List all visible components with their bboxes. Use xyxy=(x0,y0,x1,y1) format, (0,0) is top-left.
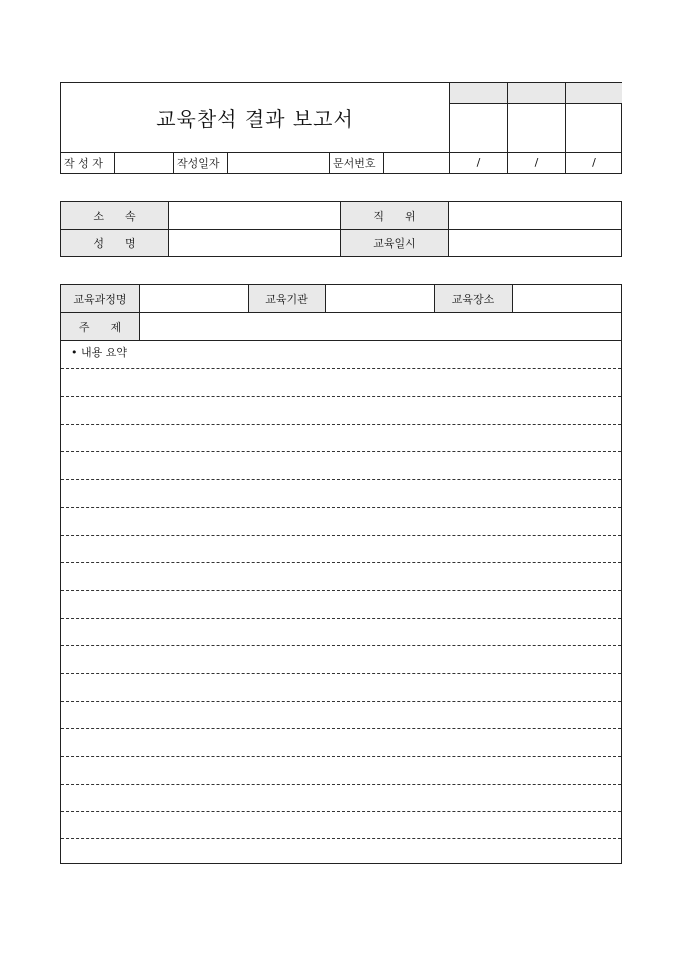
affiliation-field[interactable] xyxy=(169,202,340,229)
edu-datetime-label: 교육일시 xyxy=(373,237,416,250)
education-detail-table xyxy=(60,284,622,864)
edu-datetime-field[interactable] xyxy=(449,230,621,256)
approval-head-divider xyxy=(450,103,622,104)
approval-date-2[interactable]: / xyxy=(534,156,539,169)
author-value-field[interactable] xyxy=(117,152,173,173)
institution-label: 교육기관 xyxy=(265,292,308,306)
row-divider xyxy=(329,152,330,173)
date-label: 작성일자 xyxy=(177,156,220,170)
name-label: 성 명 xyxy=(93,237,136,250)
author-label: 작 성 자 xyxy=(64,156,103,170)
row-divider xyxy=(383,152,384,173)
personal-info-table xyxy=(60,201,622,257)
name-field[interactable] xyxy=(169,230,340,256)
approval-head-cell-3 xyxy=(566,83,622,103)
row-divider xyxy=(173,152,174,173)
row-divider xyxy=(114,152,115,173)
report-title: 교육참석 결과 보고서 xyxy=(156,107,354,131)
approval-date-3[interactable]: / xyxy=(592,156,596,169)
summary-content-area[interactable] xyxy=(61,341,621,863)
course-field[interactable] xyxy=(140,285,248,312)
docno-label: 문서번호 xyxy=(333,156,376,170)
affiliation-label: 소 속 xyxy=(93,209,136,223)
approval-date-1[interactable]: / xyxy=(476,156,481,169)
approval-head-cell-2 xyxy=(508,83,565,103)
position-label: 직 위 xyxy=(373,209,416,223)
institution-field[interactable] xyxy=(326,285,434,312)
row-divider xyxy=(227,152,228,173)
report-header-table xyxy=(60,82,622,174)
location-field[interactable] xyxy=(513,285,621,312)
position-field[interactable] xyxy=(449,202,621,229)
approval-head-cell-1 xyxy=(450,83,507,103)
date-value-field[interactable] xyxy=(230,152,329,173)
summary-label: • 내용 요약 xyxy=(71,346,127,359)
docno-value-field[interactable] xyxy=(386,152,449,173)
subject-label: 주 제 xyxy=(78,320,122,334)
course-label: 교육과정명 xyxy=(73,292,127,306)
subject-field[interactable] xyxy=(140,313,621,340)
location-label: 교육장소 xyxy=(451,292,495,306)
